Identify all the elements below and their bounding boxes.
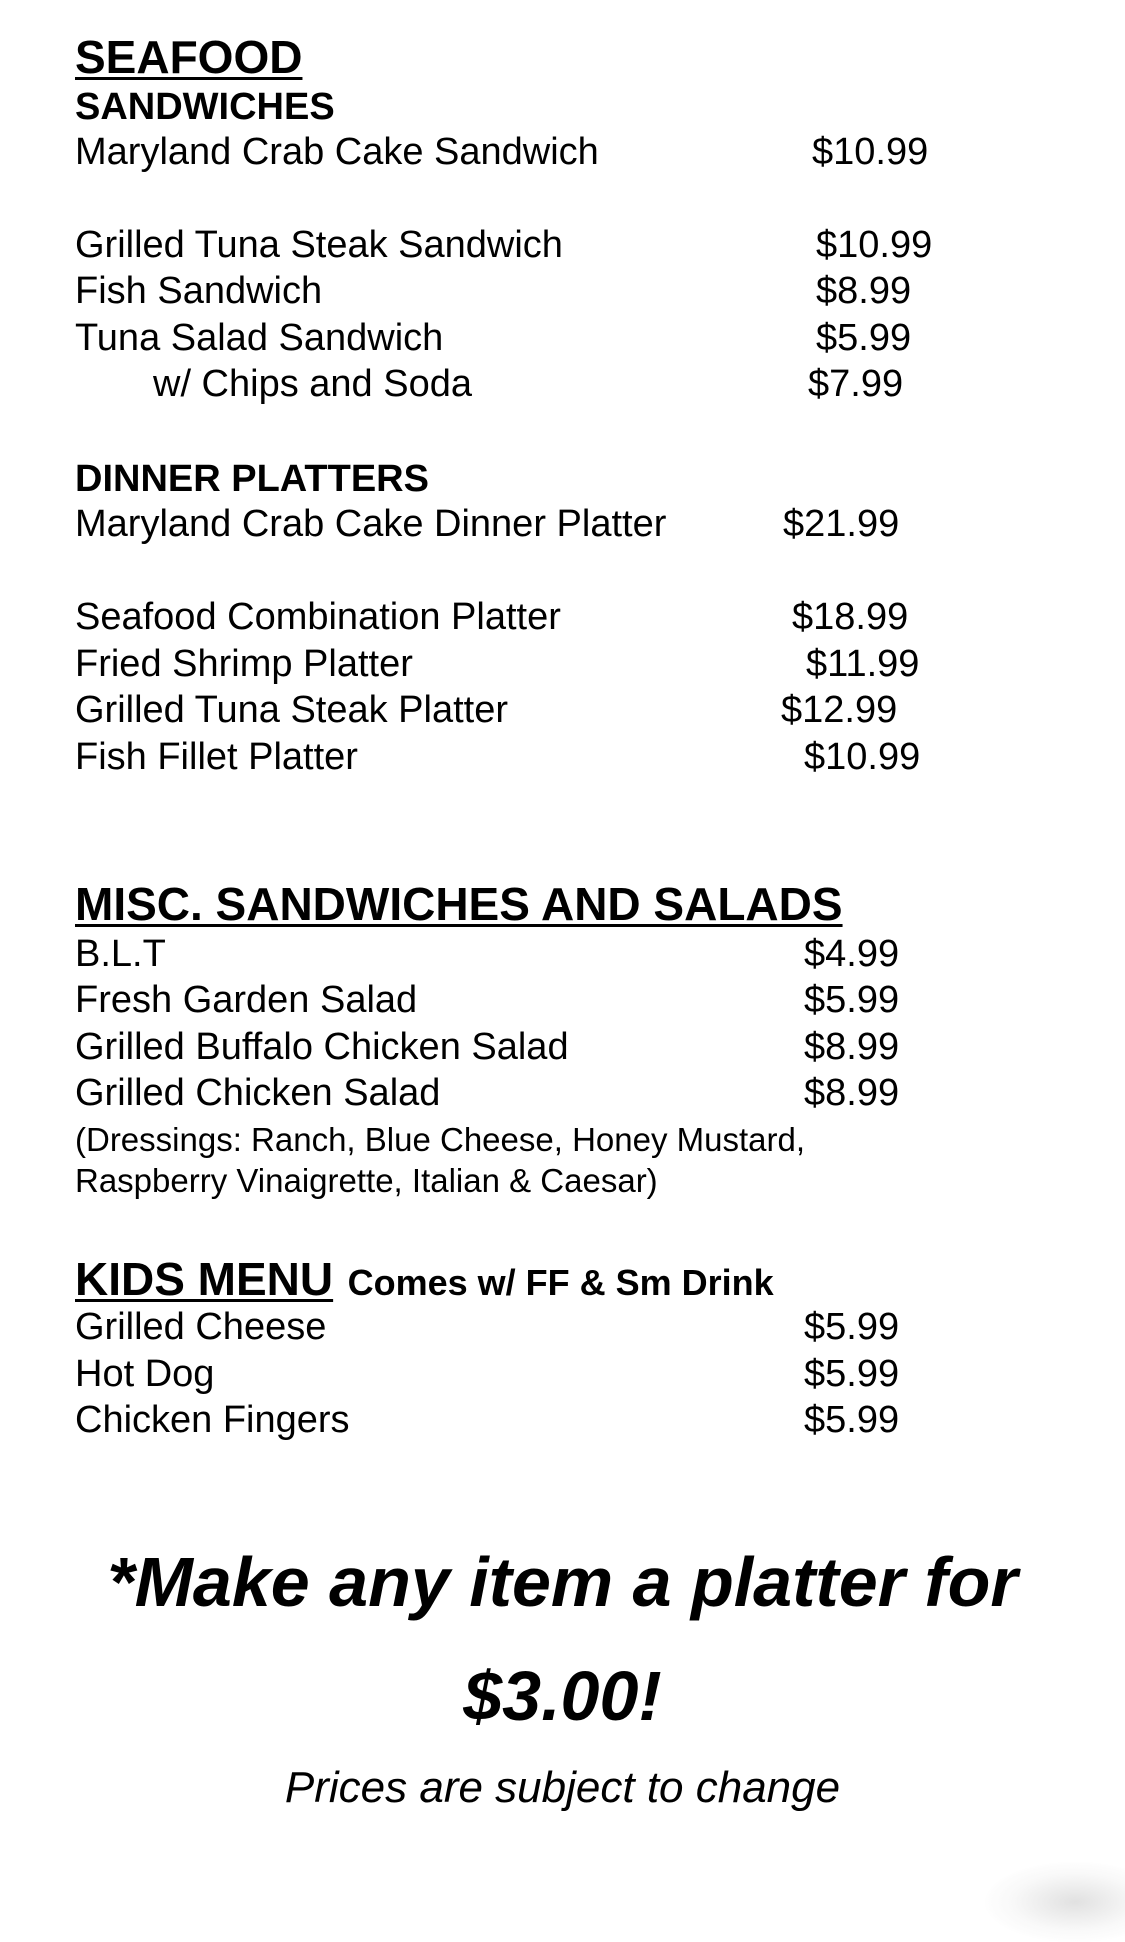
dinner-platters-subheading: DINNER PLATTERS (75, 458, 429, 500)
menu-item-name: Fried Shrimp Platter (75, 643, 413, 685)
kids-note: Comes w/ FF & Sm Drink (347, 1262, 774, 1303)
menu-item-price: $11.99 (806, 643, 920, 685)
menu-item-price: $10.99 (816, 224, 933, 266)
menu-item-price: $12.99 (781, 689, 898, 731)
menu-item-price: $10.99 (812, 131, 929, 173)
menu-item-price: $4.99 (804, 933, 900, 975)
kids-heading-row (75, 1252, 774, 1306)
menu-item-name: Grilled Chicken Salad (75, 1072, 441, 1114)
menu-item-name: Fresh Garden Salad (75, 979, 418, 1021)
seafood-heading: SEAFOOD (75, 31, 303, 83)
menu-item-price: $21.99 (783, 503, 900, 545)
dressings-note-line1: (Dressings: Ranch, Blue Cheese, Honey Mustard, (75, 1121, 805, 1158)
menu-item-price: $18.99 (792, 596, 909, 638)
dressings-note-line2: Raspberry Vinaigrette, Italian & Caesar) (75, 1162, 658, 1199)
menu-item-price: $8.99 (816, 270, 912, 312)
menu-item-price: $5.99 (804, 1306, 900, 1348)
menu-item-name: Grilled Cheese (75, 1306, 327, 1348)
menu-item-name: Grilled Buffalo Chicken Salad (75, 1026, 569, 1068)
sandwiches-subheading: SANDWICHES (75, 86, 335, 128)
menu-item-price: $5.99 (804, 1399, 900, 1441)
menu-item-name: Chicken Fingers (75, 1399, 350, 1441)
menu-item-price: $5.99 (804, 979, 900, 1021)
page-curl-shadow (985, 1862, 1125, 1942)
menu-item-name: Hot Dog (75, 1353, 215, 1395)
menu-item-price: $8.99 (804, 1072, 900, 1114)
menu-item-name: w/ Chips and Soda (153, 363, 472, 405)
menu-item-price: $7.99 (808, 363, 904, 405)
menu-item-name: Tuna Salad Sandwich (75, 317, 444, 359)
menu-item-name: Grilled Tuna Steak Platter (75, 689, 508, 731)
menu-item-name: B.L.T (75, 933, 166, 975)
menu-item-name: Grilled Tuna Steak Sandwich (75, 224, 563, 266)
menu-item-name: Fish Fillet Platter (75, 736, 358, 778)
promo-line2: $3.00! (463, 1657, 662, 1735)
menu-item-price: $5.99 (804, 1353, 900, 1395)
menu-item-name: Fish Sandwich (75, 270, 323, 312)
menu-item-name: Maryland Crab Cake Sandwich (75, 131, 599, 173)
menu-item-name: Maryland Crab Cake Dinner Platter (75, 503, 667, 545)
menu-item-name: Seafood Combination Platter (75, 596, 561, 638)
promo-line1: *Make any item a platter for (107, 1543, 1018, 1621)
menu-item-price: $10.99 (804, 736, 921, 778)
menu-item-price: $5.99 (816, 317, 912, 359)
misc-heading: MISC. SANDWICHES AND SALADS (75, 878, 843, 930)
disclaimer: Prices are subject to change (284, 1763, 841, 1812)
kids-heading: KIDS MENU (75, 1253, 334, 1305)
menu-item-price: $8.99 (804, 1026, 900, 1068)
